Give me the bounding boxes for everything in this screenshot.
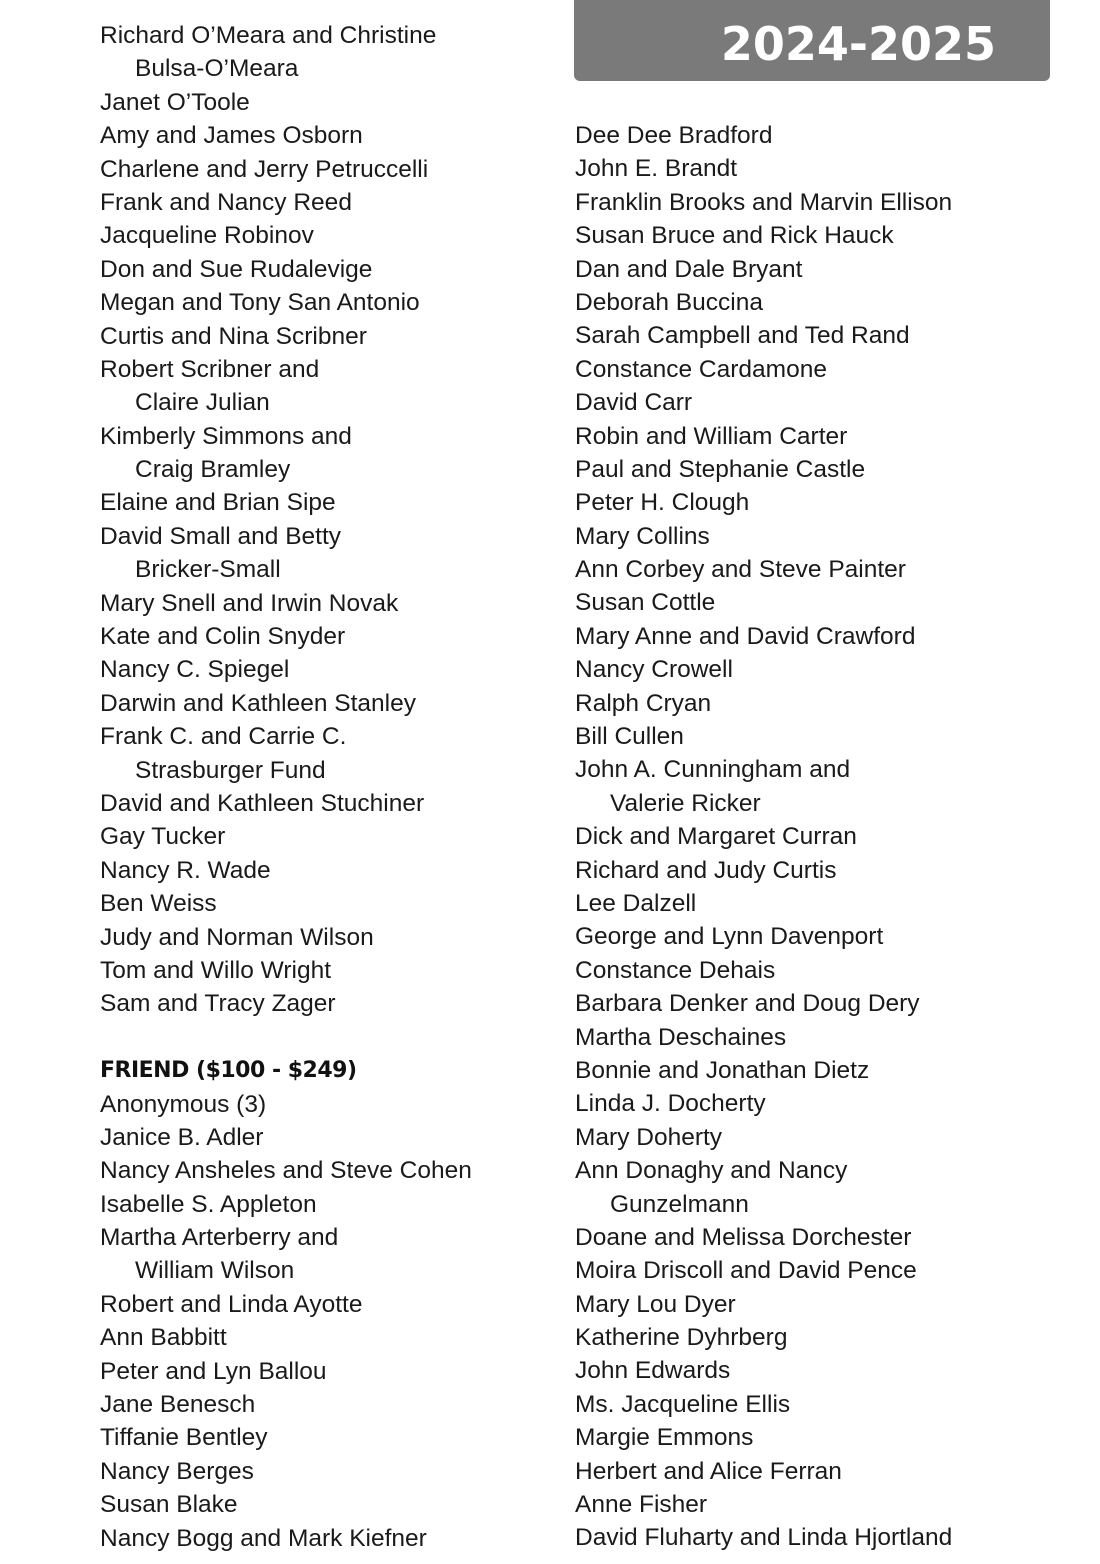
donor-name: Janet O’Toole bbox=[100, 88, 250, 116]
donor-name: Linda J. Docherty bbox=[575, 1090, 766, 1118]
donor-name: Mary Lou Dyer bbox=[575, 1290, 736, 1318]
donor-name: Nancy Ansheles and Steve Cohen bbox=[100, 1157, 472, 1185]
donor-name: Nancy Bogg and Mark Kiefner bbox=[100, 1524, 427, 1552]
donor-name: Ann Babbitt bbox=[100, 1324, 227, 1352]
friend-donor-list bbox=[100, 1088, 550, 1555]
donor-name: George and Lynn Davenport bbox=[575, 923, 884, 951]
donor-name-continuation: Valerie Ricker bbox=[610, 789, 761, 817]
donor-name: David Fluharty and Linda Hjortland bbox=[575, 1524, 953, 1552]
donor-name: Robin and William Carter bbox=[575, 422, 848, 450]
donor-name: Elaine and Brian Sipe bbox=[100, 489, 336, 517]
donor-name: Constance Dehais bbox=[575, 956, 776, 984]
donor-list-right bbox=[575, 119, 1075, 1555]
donor-name: John A. Cunningham and bbox=[575, 756, 851, 784]
donor-name: Anonymous (3) bbox=[100, 1090, 267, 1118]
donor-name: Ralph Cryan bbox=[575, 689, 712, 717]
donor-name: Martha Arterberry and bbox=[100, 1224, 339, 1252]
donor-name: Gay Tucker bbox=[100, 823, 226, 851]
left-column bbox=[100, 19, 550, 1555]
donor-name: David Carr bbox=[575, 389, 693, 417]
donor-name: Dick and Margaret Curran bbox=[575, 823, 857, 851]
donor-name: Curtis and Nina Scribner bbox=[100, 322, 367, 350]
donor-name: Dee Dee Bradford bbox=[575, 122, 773, 149]
donor-name: Charlene and Jerry Petruccelli bbox=[100, 155, 429, 183]
donor-name-continuation: Gunzelmann bbox=[610, 1190, 749, 1218]
year-banner bbox=[574, 0, 1050, 81]
donor-name: Ann Donaghy and Nancy bbox=[575, 1157, 848, 1185]
donor-name: Amy and James Osborn bbox=[100, 122, 363, 150]
donor-name: Lee Dalzell bbox=[575, 889, 697, 917]
donor-name: Martha Deschaines bbox=[575, 1023, 787, 1051]
donor-name: Susan Blake bbox=[100, 1491, 238, 1519]
donor-name: Herbert and Alice Ferran bbox=[575, 1457, 842, 1485]
donor-name-continuation: Bulsa-O’Meara bbox=[135, 55, 299, 83]
donor-name: Nancy Berges bbox=[100, 1457, 254, 1485]
donor-name: Margie Emmons bbox=[575, 1424, 754, 1452]
donor-name: Frank and Nancy Reed bbox=[100, 188, 352, 216]
donor-name: David Small and Betty bbox=[100, 522, 342, 550]
donor-name: Mary Anne and David Crawford bbox=[575, 622, 916, 650]
donor-name: Judy and Norman Wilson bbox=[100, 923, 374, 951]
donor-name-continuation: Strasburger Fund bbox=[135, 756, 326, 784]
donor-name: Doane and Melissa Dorchester bbox=[575, 1223, 912, 1251]
donor-name-continuation: William Wilson bbox=[135, 1257, 295, 1285]
donor-name: Jacqueline Robinov bbox=[100, 222, 314, 250]
donor-name-continuation: Bricker-Small bbox=[135, 556, 281, 584]
donor-name: Nancy R. Wade bbox=[100, 856, 271, 884]
donor-name: Nancy C. Spiegel bbox=[100, 656, 290, 684]
donor-list-left bbox=[100, 19, 550, 1021]
donor-name: Richard and Judy Curtis bbox=[575, 856, 837, 884]
donor-name: Bill Cullen bbox=[575, 723, 684, 751]
donor-name: Sarah Campbell and Ted Rand bbox=[575, 322, 910, 350]
donor-name: Frank C. and Carrie C. bbox=[100, 723, 347, 751]
donor-name: Mary Snell and Irwin Novak bbox=[100, 589, 399, 617]
donor-name: Robert Scribner and bbox=[100, 355, 320, 383]
donor-name: Tom and Willo Wright bbox=[100, 956, 332, 984]
donor-name: Katherine Dyhrberg bbox=[575, 1324, 788, 1352]
donor-name: Don and Sue Rudalevige bbox=[100, 255, 373, 283]
donor-name: David and Kathleen Stuchiner bbox=[100, 789, 425, 817]
donor-name: Mary Doherty bbox=[575, 1123, 723, 1151]
donor-name: Paul and Stephanie Castle bbox=[575, 455, 866, 483]
donor-name: Mary Collins bbox=[575, 522, 710, 550]
donor-name: Ann Corbey and Steve Painter bbox=[575, 556, 906, 584]
donor-name: Franklin Brooks and Marvin Ellison bbox=[575, 188, 953, 216]
donor-name-continuation: Craig Bramley bbox=[135, 456, 291, 484]
donor-name: Sam and Tracy Zager bbox=[100, 990, 336, 1018]
donor-name: Ben Weiss bbox=[100, 890, 217, 918]
donor-name: Ms. Jacqueline Ellis bbox=[575, 1390, 791, 1418]
donor-name: Anne Fisher bbox=[575, 1491, 708, 1519]
year-label: 2024-2025 bbox=[720, 17, 996, 71]
donor-name: Richard O’Meara and Christine bbox=[100, 22, 437, 49]
donor-name: Tiffanie Bentley bbox=[100, 1424, 268, 1452]
donor-name: Susan Cottle bbox=[575, 589, 716, 617]
donor-name: Isabelle S. Appleton bbox=[100, 1190, 317, 1218]
donor-name: Peter and Lyn Ballou bbox=[100, 1357, 327, 1385]
donor-name: Robert and Linda Ayotte bbox=[100, 1290, 363, 1318]
donor-name: Nancy Crowell bbox=[575, 656, 733, 684]
donor-name: Janice B. Adler bbox=[100, 1123, 264, 1151]
donor-name: Peter H. Clough bbox=[575, 489, 750, 517]
donor-name: Bonnie and Jonathan Dietz bbox=[575, 1056, 870, 1084]
donor-name: Darwin and Kathleen Stanley bbox=[100, 689, 416, 717]
donor-name: Constance Cardamone bbox=[575, 355, 827, 383]
right-column bbox=[575, 119, 1075, 1555]
friend-section-heading: FRIEND ($100 - $249) bbox=[100, 1058, 357, 1084]
donor-name: Jane Benesch bbox=[100, 1391, 256, 1419]
donor-name: Dan and Dale Bryant bbox=[575, 255, 803, 283]
donor-name: Deborah Buccina bbox=[575, 288, 763, 316]
donor-name: Kate and Colin Snyder bbox=[100, 623, 346, 651]
donor-name: John E. Brandt bbox=[575, 155, 738, 183]
donor-name: Megan and Tony San Antonio bbox=[100, 289, 420, 317]
donor-name: Moira Driscoll and David Pence bbox=[575, 1257, 917, 1285]
section-spacer bbox=[100, 1021, 550, 1054]
donor-name: Susan Bruce and Rick Hauck bbox=[575, 222, 894, 250]
donor-name: John Edwards bbox=[575, 1357, 731, 1385]
donor-name-continuation: Claire Julian bbox=[135, 389, 270, 417]
donor-name: Kimberly Simmons and bbox=[100, 422, 352, 450]
donor-name: Barbara Denker and Doug Dery bbox=[575, 990, 920, 1018]
